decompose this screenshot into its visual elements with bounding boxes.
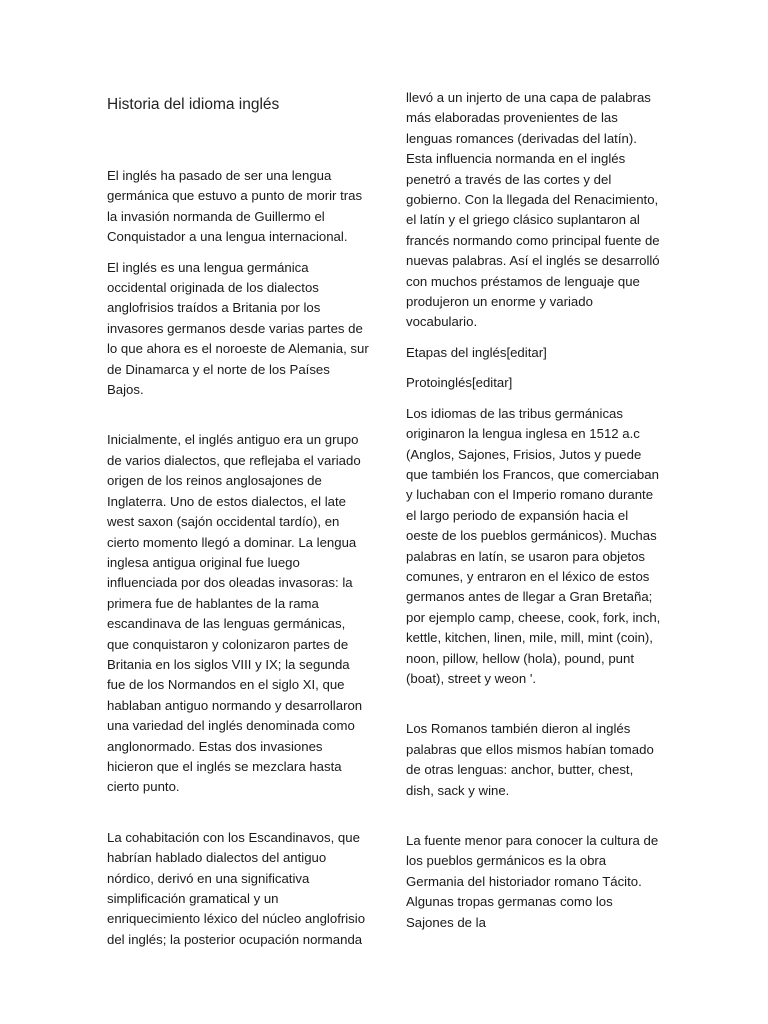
page-title: Historia del idioma inglés [107, 96, 280, 113]
paragraph: Los Romanos también dieron al inglés palabras que ellos mismos habían tomado de otras lenguas: anchor, butter, chest, dish, sack y wine. [406, 721, 654, 798]
right-column [406, 88, 664, 943]
paragraph: La cohabitación con los Escandinavos, que habrían hablado dialectos del antiguo nórdico, derivó en una significativa simplificación gramatical y un enriquecimiento léxico del núcleo anglofrisio del inglés; la posterior ocupación normanda [107, 829, 366, 947]
section-heading: Etapas del inglés[editar] [406, 344, 547, 360]
paragraph: El inglés es una lengua germánica occidental originada de los dialectos anglofrisios traídos a Britania por los invasores germanos desde varias partes de lo que ahora es el noroeste de Alemania, sur de Dinamarca y el norte de los Países Bajos. [107, 259, 369, 398]
paragraph: Inicialmente, el inglés antiguo era un grupo de varios dialectos, que reflejaba el variado origen de los reinos anglosajones de Inglaterra. Uno de estos dialectos, el late west saxon (sajón occidental tardío), en cierto momento llegó a dominar. La lengua inglesa antigua original fue luego influenciada por dos oleadas invasoras: la primera fue de hablantes de la rama escandinava de las lenguas germánicas, que conquistaron y colonizaron partes de Britania en los siglos VIII y IX; la segunda fue de los Normandos en el siglo XI, que hablaban antiguo normando y desarrollaron una variedad del inglés denominada como anglonormado. Estas dos invasiones hicieron que el inglés se mezclara hasta cierto punto. [107, 432, 363, 795]
paragraph: La fuente menor para conocer la cultura de los pueblos germánicos es la obra Germania del historiador romano Tácito. Algunas tropas germanas como los Sajones de la [406, 833, 659, 930]
paragraph: Los idiomas de las tribus germánicas originaron la lengua inglesa en 1512 a.c (Anglos, Sajones, Frisios, Jutos y puede que también los Francos, que comerciaban y luchaban con el Imperio romano durante el largo periodo de expansión hacia el oeste de los pueblos germánicos). Muchas palabras en latín, se usaron para objetos comunes, y entraron en el léxico de estos germanos antes de llegar a Gran Bretaña; por ejemplo camp, cheese, cook, fork, inch, kettle, kitchen, linen, mile, mill, mint (coin), noon, pillow, hellow (hola), pound, punt (boat), street y weon '. [406, 405, 661, 686]
paragraph: llevó a un injerto de una capa de palabras más elaboradas provenientes de las lenguas romances (derivadas del latín). Esta influencia normanda en el inglés penetró a través de las cortes y del gobierno. Con la llegada del Renacimiento, el latín y el griego clásico suplantaron al francés normando como principal fuente de nuevas palabras. Así el inglés se desarrolló con muchos préstamos de lenguaje que produjeron un enorme y variado vocabulario. [406, 90, 660, 330]
subsection-heading: Protoinglés[editar] [406, 375, 513, 391]
paragraph: El inglés ha pasado de ser una lengua germánica que estuvo a punto de morir tras la invasión normanda de Guillermo el Conquistador a una lengua internacional. [107, 168, 363, 245]
left-column [107, 88, 369, 960]
